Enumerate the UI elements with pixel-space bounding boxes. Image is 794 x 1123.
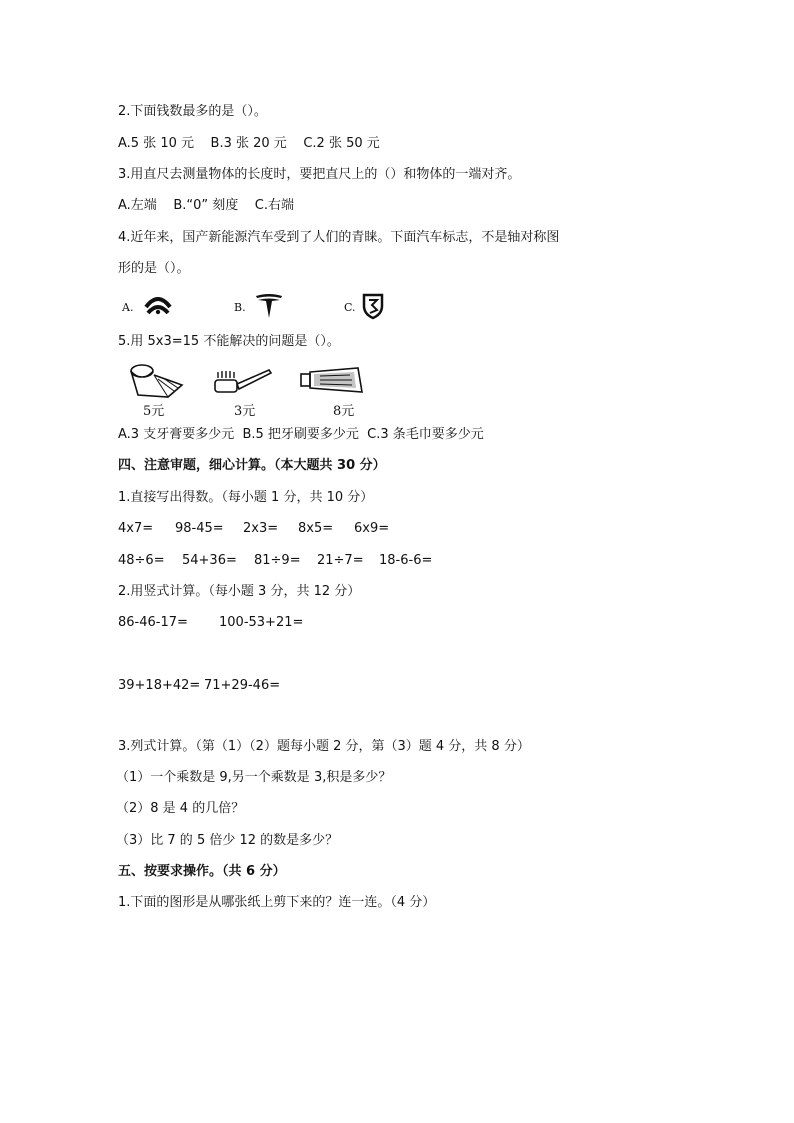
calc-4x7: 4x7= [118,521,154,536]
word-problem-3: （3）比 7 的 5 倍少 12 的数是多少？ [116,833,339,848]
section4-part1-title: 1.直接写出得数。（每小题 1 分，共 10 分） [118,490,374,505]
car-logo-a-icon [143,293,173,319]
towel-price: 5元 [143,404,165,419]
calc-48div6: 48÷6= [118,553,165,568]
q2-text: 2.下面钱数最多的是（）。 [118,104,267,119]
section4-title: 四、注意审题，细心计算。（本大题共 30 分） [118,458,386,473]
calc-8x5: 8x5= [298,521,334,536]
calc-81div9: 81÷9= [254,553,301,568]
word-problem-2: （2）8 是 4 的几倍？ [116,801,245,816]
section5-part1-title: 1.下面的图形是从哪张纸上剪下来的？连一连。（4 分） [118,895,436,910]
q5-text: 5.用 5x3=15 不能解决的问题是（）。 [118,334,340,349]
calc-18-6-6: 18-6-6= [379,553,433,568]
q4-text-line1: 4.近年来，国产新能源汽车受到了人们的青睐。下面汽车标志，不是轴对称图 [118,230,560,245]
towel-icon [128,361,186,401]
section5-title: 五、按要求操作。（共 6 分） [118,864,286,879]
word-problem-1: （1）一个乘数是 9,另一个乘数是 3,积是多少？ [116,770,392,785]
toothpaste-icon [300,362,364,398]
q3-options: A.左端 B.“0” 刻度 C.右端 [118,198,294,213]
calc-2x3: 2x3= [243,521,279,536]
q2-options: A.5 张 10 元 B.3 张 20 元 C.2 张 50 元 [118,136,380,151]
toothbrush-price: 3元 [234,404,256,419]
q4-text-line2: 形的是（）。 [118,261,190,276]
q4-option-a-label: A. [122,301,134,314]
q4-option-c-label: C. [344,301,356,314]
q4-option-b-label: B. [234,301,246,314]
vertical-calc-1: 86-46-17= [118,615,188,630]
vertical-calc-4: 71+29-46= [204,678,281,693]
car-logo-c-icon [361,292,385,320]
q5-options: A.3 支牙膏要多少元 B.5 把牙刷要多少元 C.3 条毛巾要多少元 [118,427,484,442]
section4-part2-title: 2.用竖式计算。（每小题 3 分，共 12 分） [118,584,361,599]
car-logo-b-icon [254,292,284,320]
toothpaste-price: 8元 [333,404,355,419]
vertical-calc-2: 100-53+21= [219,615,304,630]
calc-98-45: 98-45= [175,521,224,536]
calc-54+36: 54+36= [182,553,237,568]
calc-6x9: 6x9= [354,521,390,536]
section4-part3-title: 3.列式计算。（第（1）（2）题每小题 2 分，第（3）题 4 分，共 8 分） [118,739,530,754]
vertical-calc-3: 39+18+42= [118,678,201,693]
toothbrush-icon [213,364,273,396]
q3-text: 3.用直尺去测量物体的长度时，要把直尺上的（）和物体的一端对齐。 [118,167,521,182]
calc-21div7: 21÷7= [317,553,364,568]
